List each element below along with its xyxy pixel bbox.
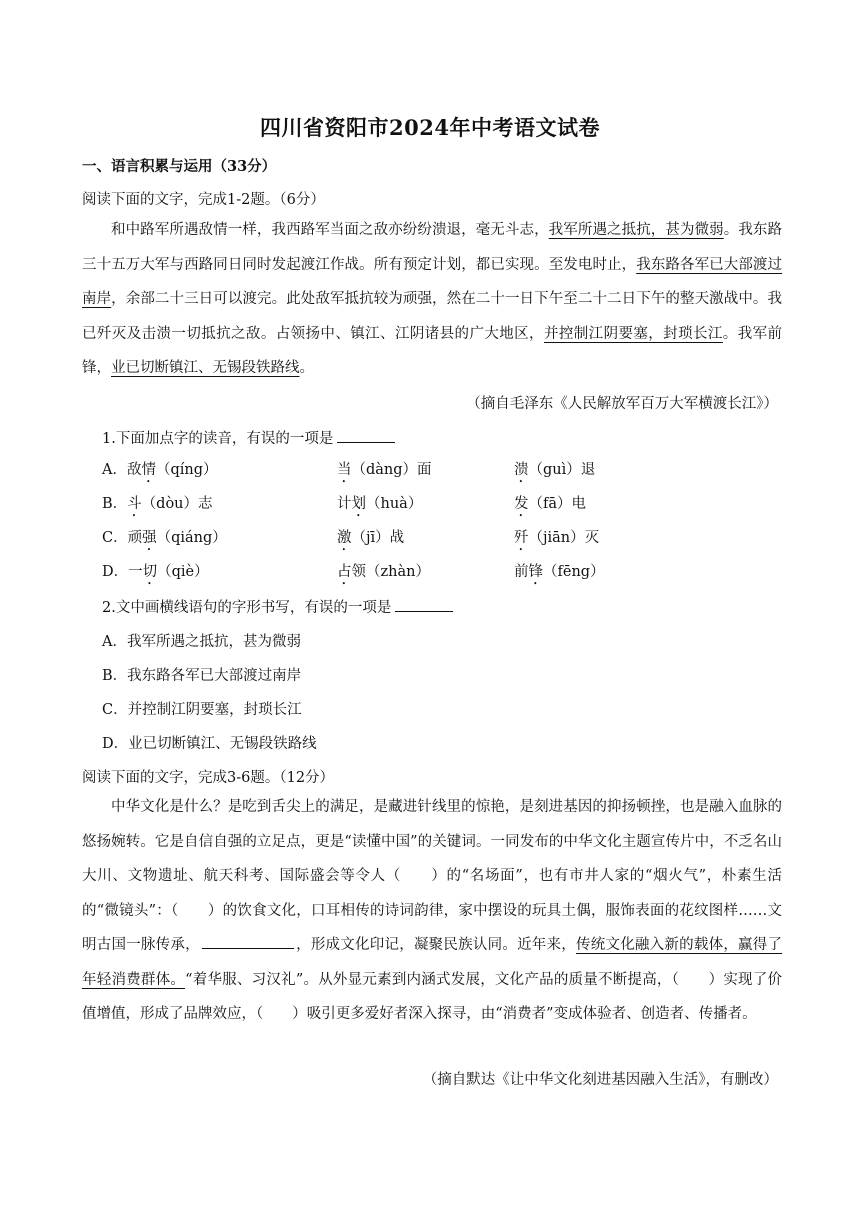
dotted-char: 强 (142, 530, 157, 546)
passage-2-text: ，形成文化印记，凝聚民族认同。近年来， (295, 937, 576, 953)
fill-in-blank (202, 936, 294, 949)
q1-option-a-3 (514, 458, 595, 486)
dotted-char: 斗 (127, 496, 142, 512)
q2-option-c: C．并控制江阴要塞，封琐长江 (102, 702, 302, 718)
passage-2-text: “着华服、习汉礼”。从外显元素到内涵式发展，文化产品的质量不断提高，（ ）实现了价值增值，形成了品牌效应，（ ）吸引更多爱好者深入探寻，由“消费者”变成体验者、创造者、传播者。 (82, 971, 782, 1022)
page-title: 四川省资阳市2024年中考语文试卷 (260, 115, 600, 140)
dotted-char: 当 (337, 462, 352, 478)
option-text: （fēng） (543, 564, 605, 580)
option-text: （qiáng） (156, 530, 227, 546)
passage-1-text: 和中路军所遇敌情一样，我西路军当面之敌亦纷纷溃退，毫无斗志， (111, 222, 549, 238)
dotted-char: 占 (337, 564, 352, 580)
option-label: D． (102, 564, 129, 580)
q1-option-d-1 (102, 560, 209, 588)
reading-intro-1: 阅读下面的文字，完成1-2题。（6分） (82, 192, 325, 208)
passage-1-text: ，余部二十三日可以渡完。此处敌军抵抗较为顽强，然在二十一日下午至二十二日下午的整天激战中。我已歼灭及击溃一切抵抗之敌。占领扬中、镇江、江阴诸县的广大地区， (82, 291, 782, 342)
dotted-char: 切 (142, 564, 158, 580)
dotted-char: 情 (141, 462, 156, 478)
source-citation-2: （摘自默达《让中华文化刻进基因融入生活》，有删改） (422, 1072, 778, 1088)
dotted-char: 溃 (514, 462, 529, 478)
passage-1 (82, 213, 782, 386)
option-text: 顽 (127, 530, 143, 546)
option-text: （fā）电 (528, 496, 587, 512)
option-text: （qíng） (155, 462, 218, 478)
option-text: 领（zhàn） (351, 564, 430, 580)
option-label: C． (102, 530, 128, 546)
option-text: 前 (514, 564, 529, 580)
option-text: （huà） (366, 496, 423, 512)
dotted-char: 划 (351, 496, 366, 512)
passage-2 (82, 790, 782, 1032)
option-text: （qiè） (157, 564, 209, 580)
q1-option-a-2 (337, 458, 432, 486)
passage-2-text: 中华文化是什么？是吃到舌尖上的满足，是藏进针线里的惊艳，是刻进基因的抑扬顿挫，也是融入血脉的悠扬婉转。它是自信自强的立足点，更是“读懂中国”的关键词。一同发布的中华文化主题宣传片中，不乏名山大川、文物遗址、航天科考、国际盛会等令人（ ）的“名场面”，也有市井人家的“烟火气”，朴素生活的“微镜头”：（ ）的饮食文化，口耳相传的诗词韵律，家中摆设的玩具土偶，服饰表面的花纹图样……文明古国一脉传承， (82, 799, 782, 953)
underlined-sentence-b: 我东路各军已大部渡过南岸 (82, 256, 782, 307)
option-text: 计 (337, 496, 352, 512)
q1-option-c-2 (337, 526, 404, 554)
q1-option-b-3 (514, 492, 586, 520)
question-1-stem (102, 427, 395, 448)
dotted-char: 发 (514, 496, 529, 512)
q1-option-d-2 (337, 560, 430, 588)
answer-blank (395, 599, 453, 612)
q2-option-a: A．我军所遇之抵抗，甚为微弱 (102, 634, 301, 650)
q2-option-b: B．我东路各军已大部渡过南岸 (102, 668, 302, 684)
passage-1-text: 。 (299, 360, 314, 376)
q1-option-b-2 (337, 492, 422, 520)
source-citation-1: （摘自毛泽东《人民解放军百万大军横渡长江》） (466, 396, 778, 412)
q1-option-c-1 (102, 526, 227, 554)
reading-intro-2: 阅读下面的文字，完成3-6题。（12分） (82, 770, 335, 786)
answer-blank (337, 430, 395, 443)
question-2-text: 2.文中画横线语句的字形书写，有误的一项是 (102, 600, 392, 616)
option-text: 敌 (126, 462, 142, 478)
q2-option-d: D．业已切断镇江、无锡段铁路线 (102, 736, 317, 752)
option-text: （jī）战 (351, 530, 405, 546)
section-heading: 一、语言积累与运用（33分） (82, 158, 277, 175)
q1-option-b-1 (102, 492, 213, 520)
passage-1-text: 。我军前锋， (82, 325, 783, 376)
dotted-char: 歼 (514, 530, 529, 546)
option-text: （jiān）灭 (528, 530, 600, 546)
dotted-char: 激 (337, 530, 352, 546)
q1-option-c-3 (514, 526, 599, 554)
underlined-sentence-c: 并控制江阴要塞，封琐长江 (543, 325, 723, 342)
option-text: （dòu）志 (141, 496, 213, 512)
option-text: （guì）退 (528, 462, 596, 478)
question-2-stem (102, 596, 453, 617)
q1-option-a-1 (102, 458, 218, 486)
underlined-sentence: 传统文化融入新的载体，赢得了年轻消费群体。 (82, 937, 783, 988)
dotted-char: 锋 (528, 564, 543, 580)
passage-1-text: 。我东路三十五万大军与西路同日同时发起渡江作战。所有预定计划，都已实现。至发电时止， (82, 222, 783, 273)
q1-option-d-3 (514, 560, 605, 588)
underlined-sentence-d: 业已切断镇江、无锡段铁路线 (111, 360, 300, 376)
option-text: 一 (128, 564, 143, 580)
option-label: A． (102, 462, 127, 478)
question-1-text: 1.下面加点字的读音，有误的一项是 (102, 431, 334, 447)
option-text: （dàng）面 (351, 462, 432, 478)
underlined-sentence-a: 我军所遇之抵抗，甚为微弱 (548, 222, 724, 238)
option-label: B． (102, 496, 128, 512)
